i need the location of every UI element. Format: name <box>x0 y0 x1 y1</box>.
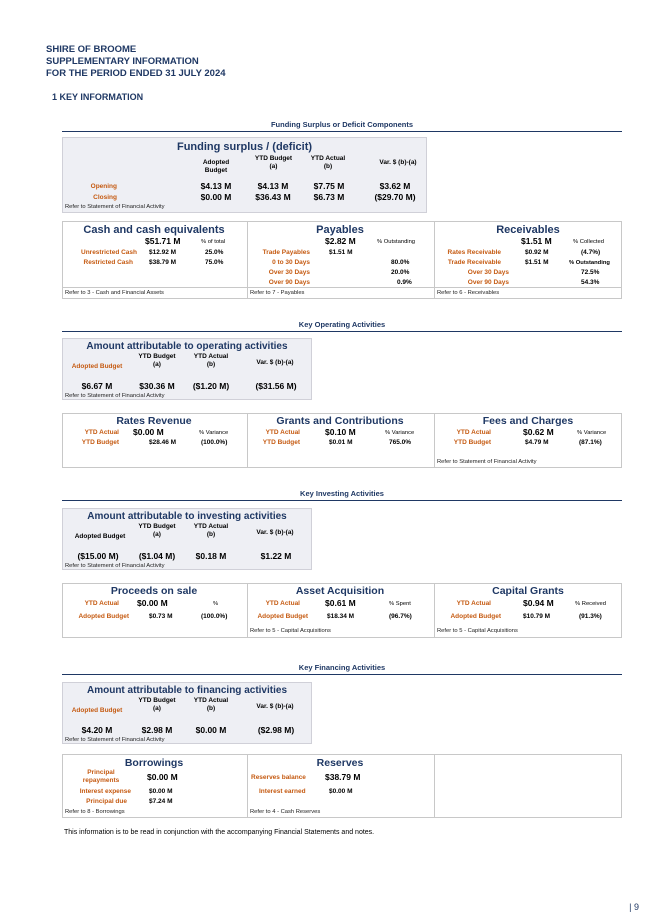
financing-panel <box>62 682 312 744</box>
band-financing: Key Financing Activities <box>62 663 622 675</box>
capgrants-value: $10.79 M <box>523 613 551 620</box>
operating-col4: Var. $ (b)-(a) <box>256 359 294 366</box>
rates-label: YTD Budget <box>81 439 119 446</box>
investing-detail-box <box>62 583 622 638</box>
borrowings-label: Principal repayments <box>82 769 120 784</box>
borrowings-ref: Refer to 8 - Borrowings <box>65 809 125 815</box>
page-number: | 9 <box>629 902 639 912</box>
payables-row-pct: 0.9% <box>397 279 412 286</box>
fees-label: YTD Budget <box>453 439 491 446</box>
payables-title: Payables <box>316 224 364 236</box>
fees-value: $4.79 M <box>525 439 549 446</box>
investing-ref: Refer to Statement of Financial Activity <box>65 563 165 569</box>
capgrants-label: Adopted Budget <box>450 613 501 620</box>
funding-panel <box>62 137 427 213</box>
receivables-row-pct: % Outstanding <box>569 260 610 266</box>
funding-row-label: Closing <box>93 194 117 201</box>
funding-col3: YTD Actual (b) <box>310 155 346 170</box>
financing-col1: Adopted Budget <box>71 707 123 714</box>
cash-row-label: Unrestricted Cash <box>81 249 137 256</box>
funding-value: ($29.70 M) <box>374 192 416 202</box>
fees-title: Fees and Charges <box>482 415 574 427</box>
investing-title: Amount attributable to investing activities <box>87 511 287 522</box>
asset-head: % Spent <box>389 601 411 607</box>
operating-col2: YTD Budget (a) <box>138 353 176 368</box>
capgrants-head: % Received <box>575 601 606 607</box>
investing-value: $1.22 M <box>260 551 292 561</box>
proceeds-label: Adopted Budget <box>78 613 129 620</box>
receivables-row-value: $1.51 M <box>525 259 549 266</box>
asset-label: Adopted Budget <box>257 613 308 620</box>
cash-title: Cash and cash equivalents <box>83 224 225 236</box>
borrowings-value: $0.00 M <box>149 788 173 795</box>
investing-value: $0.18 M <box>195 551 227 561</box>
receivables-total: $1.51 M <box>521 236 552 246</box>
grants-label: YTD Budget <box>262 439 300 446</box>
fees-label: YTD Actual <box>456 429 491 436</box>
fees-value: $0.62 M <box>523 427 554 437</box>
receivables-row-pct: (4.7%) <box>581 249 601 256</box>
reserves-title: Reserves <box>316 757 364 769</box>
operating-value: ($31.56 M) <box>255 381 297 391</box>
payables-row-label: Trade Payables <box>262 249 310 256</box>
balances-box <box>62 221 622 299</box>
grants-head: % Variance <box>385 430 415 436</box>
funding-value: $4.13 M <box>200 181 232 191</box>
funding-value: $0.00 M <box>200 192 232 202</box>
payables-ref: Refer to 7 - Payables <box>250 290 305 296</box>
rates-value: $28.46 M <box>149 439 177 446</box>
cash-row-pct: 75.0% <box>205 259 224 266</box>
payables-row-label: Over 90 Days <box>268 279 310 286</box>
cash-pct-head: % of total <box>201 239 226 245</box>
org-name: SHIRE OF BROOME <box>46 44 137 55</box>
funding-value: $7.75 M <box>313 181 345 191</box>
payables-row-label: 0 to 30 Days <box>272 259 310 266</box>
asset-value: $0.61 M <box>325 598 356 608</box>
receivables-pct-head: % Collected <box>573 239 604 245</box>
receivables-row-pct: 54.3% <box>581 279 600 286</box>
receivables-row-label: Rates Receivable <box>447 249 501 256</box>
funding-row-label: Opening <box>90 183 117 190</box>
receivables-row-label: Over 30 Days <box>467 269 509 276</box>
operating-value: ($1.20 M) <box>192 381 230 391</box>
asset-ref: Refer to 5 - Capital Acquisitions <box>250 628 331 634</box>
reserves-ref: Refer to 4 - Cash Reserves <box>250 809 321 815</box>
proceeds-value: $0.73 M <box>149 613 173 620</box>
proceeds-title: Proceeds on sale <box>110 585 198 597</box>
investing-value: ($1.04 M) <box>138 551 176 561</box>
asset-label: YTD Actual <box>265 600 300 607</box>
payables-row-pct: 20.0% <box>391 269 410 276</box>
borrowings-value: $0.00 M <box>147 772 178 782</box>
band-funding: Funding Surplus or Deficit Components <box>62 120 622 132</box>
asset-pct: (96.7%) <box>389 613 412 620</box>
financing-ref: Refer to Statement of Financial Activity <box>65 737 165 743</box>
proceeds-label: YTD Actual <box>84 600 119 607</box>
operating-ref: Refer to Statement of Financial Activity <box>65 393 165 399</box>
funding-value: $3.62 M <box>379 181 411 191</box>
cash-row-pct: 25.0% <box>205 249 224 256</box>
receivables-row-pct: 72.5% <box>581 269 600 276</box>
funding-title: Funding surplus / (deficit) <box>176 141 313 153</box>
reserves-value: $0.00 M <box>329 788 353 795</box>
report-period: FOR THE PERIOD ENDED 31 JULY 2024 <box>46 68 226 79</box>
footer-note: This information is to be read in conjunction with the accompanying Financial Statements and notes. <box>64 829 375 836</box>
capgrants-pct: (91.3%) <box>579 613 602 620</box>
investing-col2: YTD Budget (a) <box>138 523 176 538</box>
section-title: 1 KEY INFORMATION <box>52 92 144 102</box>
operating-value: $30.36 M <box>139 381 175 391</box>
financing-value: $0.00 M <box>195 725 227 735</box>
investing-col4: Var. $ (b)-(a) <box>256 529 294 536</box>
proceeds-pct: (100.0%) <box>201 613 228 620</box>
band-operating: Key Operating Activities <box>62 320 622 332</box>
operating-detail-box <box>62 413 622 468</box>
cash-row-label: Restricted Cash <box>83 259 133 266</box>
financing-col2: YTD Budget (a) <box>138 697 176 712</box>
fees-head: % Variance <box>577 430 607 436</box>
fees-pct: (87.1%) <box>579 439 602 446</box>
payables-total: $2.82 M <box>325 236 356 246</box>
funding-col4: Var. $ (b)-(a) <box>379 159 417 166</box>
financing-title: Amount attributable to financing activities <box>86 685 287 696</box>
payables-row-pct: 80.0% <box>391 259 410 266</box>
payables-row-label: Over 30 Days <box>268 269 310 276</box>
grants-pct: 765.0% <box>389 439 412 446</box>
proceeds-value: $0.00 M <box>137 598 168 608</box>
payables-pct-head: % Outstanding <box>377 239 416 245</box>
borrowings-label: Principal due <box>86 798 127 805</box>
reserves-label: Reserves balance <box>251 774 306 781</box>
funding-value: $36.43 M <box>255 192 291 202</box>
cash-row-value: $38.79 M <box>149 259 177 266</box>
rates-value: $0.00 M <box>133 427 164 437</box>
band-investing: Key Investing Activities <box>62 489 622 501</box>
cash-row-value: $12.92 M <box>149 249 177 256</box>
operating-value: $6.67 M <box>81 381 113 391</box>
financing-value: $2.98 M <box>141 725 173 735</box>
report-title: SUPPLEMENTARY INFORMATION <box>46 56 199 67</box>
reserves-label: Interest earned <box>259 788 306 795</box>
operating-title: Amount attributable to operating activities <box>86 341 288 352</box>
capgrants-title: Capital Grants <box>492 585 564 597</box>
financing-value: $4.20 M <box>81 725 113 735</box>
rates-label: YTD Actual <box>84 429 119 436</box>
financing-col3: YTD Actual (b) <box>193 697 229 712</box>
rates-title: Rates Revenue <box>116 415 192 427</box>
receivables-ref: Refer to 6 - Receivables <box>437 290 500 296</box>
financing-value: ($2.98 M) <box>257 725 295 735</box>
cash-ref: Refer to 3 - Cash and Financial Assets <box>65 290 164 296</box>
receivables-row-value: $0.92 M <box>525 249 549 256</box>
operating-col1: Adopted Budget <box>71 363 123 370</box>
fees-ref: Refer to Statement of Financial Activity <box>437 459 537 465</box>
operating-panel <box>62 338 312 400</box>
financing-detail-box <box>62 754 622 818</box>
borrowings-title: Borrowings <box>124 757 184 769</box>
financing-col4: Var. $ (b)-(a) <box>256 703 294 710</box>
capgrants-value: $0.94 M <box>523 598 554 608</box>
investing-col3: YTD Actual (b) <box>193 523 229 538</box>
operating-col3: YTD Actual (b) <box>193 353 229 368</box>
cash-total: $51.71 M <box>145 236 181 246</box>
reserves-value: $38.79 M <box>325 772 361 782</box>
capgrants-label: YTD Actual <box>456 600 491 607</box>
receivables-row-label: Trade Receivable <box>447 259 501 266</box>
funding-col1: Adopted Budget <box>202 159 230 174</box>
borrowings-label: Interest expense <box>79 788 131 795</box>
funding-ref: Refer to Statement of Financial Activity <box>65 204 165 210</box>
investing-value: ($15.00 M) <box>77 551 119 561</box>
grants-value: $0.01 M <box>329 439 353 446</box>
investing-col1: Adopted Budget <box>74 533 126 540</box>
grants-value: $0.10 M <box>325 427 356 437</box>
rates-pct: (100.0%) <box>201 439 228 446</box>
investing-panel <box>62 508 312 570</box>
funding-value: $4.13 M <box>257 181 289 191</box>
borrowings-value: $7.24 M <box>149 798 173 805</box>
asset-title: Asset Acquisition <box>295 585 385 597</box>
capgrants-ref: Refer to 5 - Capital Acquisitions <box>437 628 518 634</box>
funding-value: $6.73 M <box>313 192 345 202</box>
grants-label: YTD Actual <box>265 429 300 436</box>
proceeds-head: % <box>213 601 219 607</box>
rates-head: % Variance <box>199 430 229 436</box>
grants-title: Grants and Contributions <box>276 415 404 427</box>
receivables-title: Receivables <box>496 224 560 236</box>
receivables-row-label: Over 90 Days <box>467 279 509 286</box>
payables-row-value: $1.51 M <box>329 249 353 256</box>
funding-col2: YTD Budget (a) <box>254 155 293 170</box>
report-header <box>46 44 226 80</box>
asset-value: $18.34 M <box>327 613 355 620</box>
